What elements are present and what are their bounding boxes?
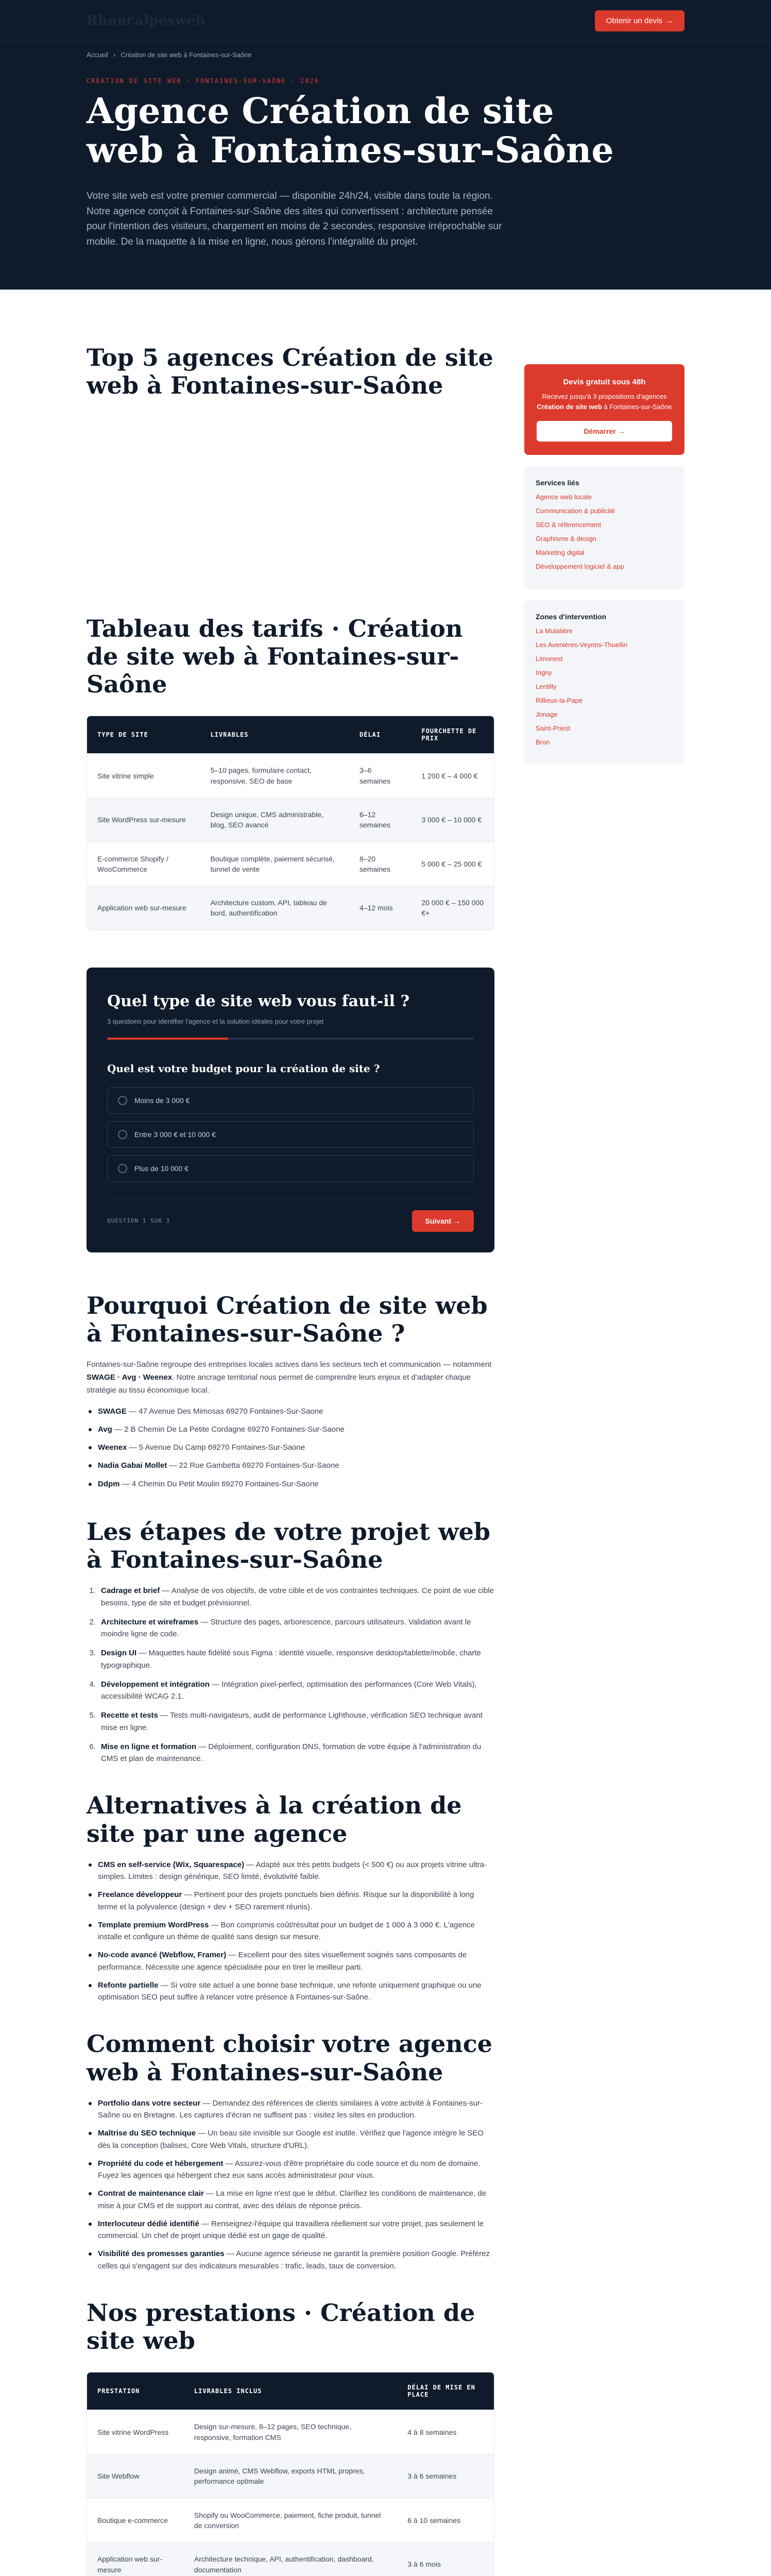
list-item-name: CMS en self-service (Wix, Squarespace) — [98, 1860, 245, 1869]
breadcrumb-separator: › — [113, 51, 116, 59]
get-quote-label: Obtenir un devis — [606, 16, 662, 25]
quiz-progress — [107, 1038, 474, 1040]
table-cell: Architecture custom, API, tableau de bord, authentification — [200, 886, 349, 930]
list-item — [98, 1616, 494, 1640]
list-item-name: Freelance développeur — [98, 1890, 182, 1900]
main-content — [0, 344, 771, 2576]
table-cell: Design unique, CMS administrable, blog, SEO avancé — [200, 798, 349, 842]
list-item — [87, 1478, 494, 1490]
table-header: LIVRABLES INCLUS — [184, 2372, 397, 2410]
list-item-text: — Intégration pixel-perfect, optimisation des performances (Core Web Vitals), accessibilité WCAG 2.1. — [101, 1680, 477, 1701]
list-item-name: Propriété du code et hébergement — [98, 2159, 224, 2168]
related-service-link[interactable]: SEO & référencement — [536, 521, 602, 529]
zone-link[interactable]: Rillieux-la-Pape — [536, 697, 583, 705]
table-cell: 1 200 € – 4 000 € — [411, 754, 494, 798]
list-item — [87, 1423, 494, 1435]
why-intro: Fontaines-sur-Saône regroupe des entreprises locales actives dans les secteurs tech et communication — notamment SWAGE · Avg · Weenex. Notre ancrage territorial nous permet de comprendre leurs enjeux et d'adapter chaque stratégie au tissu économique local. — [87, 1360, 492, 1395]
table-row — [87, 842, 494, 886]
list-item-text: — 2 B Chemin De La Petite Cordagne 69270 Fontaines-Sur-Saone — [114, 1425, 345, 1434]
table-cell: Design sur-mesure, 8–12 pages, SEO technique, responsive, formation CMS — [184, 2410, 397, 2454]
list-item-name: Interlocuteur dédié identifié — [98, 2219, 199, 2228]
related-service-link[interactable]: Graphisme & design — [536, 535, 596, 543]
list-item-text: — Déploiement, configuration DNS, formation de votre équipe à l'administration du CMS et plan de maintenance. — [101, 1742, 482, 1764]
list-item — [87, 2127, 494, 2151]
list-item-text: — Analyse de vos objectifs, de votre cible et de vos contraintes techniques. Ce point de vue cible besoins, type de site et budget prévisionnel. — [101, 1586, 494, 1607]
table-cell: Boutique e-commerce — [87, 2498, 184, 2543]
table-header: TYPE DE SITE — [87, 716, 200, 754]
related-service-link[interactable]: Communication & publicité — [536, 507, 615, 515]
table-cell: Application web sur-mesure — [87, 2543, 184, 2576]
table-row — [87, 886, 494, 930]
quiz-next-button[interactable]: Suivant → — [412, 1210, 474, 1232]
table-cell: Site Webflow — [87, 2454, 184, 2499]
quiz-subtitle: 3 questions pour identifier l'agence et la solution idéales pour votre projet — [107, 1017, 324, 1025]
list-item-text: — La mise en ligne n'est que le début. Clarifiez les conditions de maintenance, de mise à jour CMS et de support au contrat, avec des délais de réponse précis. — [98, 2189, 487, 2210]
list-item-name: Visibilité des promesses garanties — [98, 2249, 225, 2259]
list-item — [98, 1741, 494, 1765]
quiz-option[interactable] — [107, 1121, 474, 1148]
site-type-quiz — [87, 968, 494, 1252]
list-item — [98, 1647, 494, 1671]
get-quote-button[interactable] — [595, 10, 684, 31]
list-item-name: Recette et tests — [101, 1711, 158, 1720]
choose-title: Comment choisir votre agence web à Fontaines-sur-Saône — [87, 2030, 492, 2086]
hero-eyebrow: CRÉATION DE SITE WEB · FONTAINES-SUR-SAÔNE · 2026 — [87, 77, 320, 84]
list-item-text: — Demandez des références de clients similaires à votre activité à Fontaines-sur-Saône ou en Bretagne. Les captures d'écran ne suffisent pas : visitez les sites en production. — [98, 2098, 483, 2120]
list-item-name: Template premium WordPress — [98, 1920, 209, 1929]
site-logo[interactable]: Rhoncalpesweb — [87, 13, 205, 28]
table-cell: Boutique complète, paiement sécurisé, tunnel de vente — [200, 842, 349, 886]
top5-title: Top 5 agences Création de site web à Fontaines-sur-Saône — [87, 344, 493, 400]
zone-link[interactable]: Les Avenières-Veyrins-Thuellin — [536, 641, 628, 649]
list-item-text: — Aucune agence sérieuse ne garantit la première position Google. Préférez celles qui s'engagent sur des indicateurs mesurables : trafic, leads, taux de conversion. — [98, 2249, 490, 2270]
zone-link[interactable]: Lentilly — [536, 683, 557, 691]
list-item-name: Design UI — [101, 1649, 137, 1658]
list-item-name: Maîtrise du SEO technique — [98, 2129, 196, 2138]
quote-card — [524, 364, 684, 455]
list-item-text: — 47 Avenue Des Mimosas 69270 Fontaines-Sur-Saone — [129, 1406, 323, 1416]
table-cell: 4–12 mois — [349, 886, 411, 930]
zone-link[interactable]: Saint-Priest — [536, 724, 571, 733]
zone-link[interactable]: Irigny — [536, 669, 552, 677]
related-services — [524, 466, 684, 589]
table-cell: 3–6 semaines — [349, 754, 411, 798]
table-cell: 20 000 € – 150 000 €+ — [411, 886, 494, 930]
list-item — [87, 1889, 494, 1913]
list-item-name: Mise en ligne et formation — [101, 1742, 197, 1751]
list-item — [87, 1460, 494, 1471]
table-header: FOURCHETTE DE PRIX — [411, 716, 494, 754]
list-item-text: — 4 Chemin Du Petit Moulin 69270 Fontaines-Sur-Saone — [122, 1479, 319, 1488]
list-item-text: — Adapté aux très petits budgets (< 500 €) ou aux projets vitrine ultra-simples. Limites : design générique, SEO limité, évolutivité faible. — [98, 1860, 487, 1882]
table-cell: E-commerce Shopify / WooCommerce — [87, 842, 200, 886]
list-item-text: — Maquettes haute fidélité sous Figma : identité visuelle, responsive desktop/tablette/mobile, charte typographique. — [101, 1649, 481, 1670]
table-row — [87, 2543, 494, 2576]
hero-intro: Votre site web est votre premier commercial — disponible 24h/24, visible dans toute la région. Notre agence conçoit à Fontaines-sur-Saône des sites qui convertissent : architecture pensée pour l'intention des visiteurs, chargement en moins de 2 secondes, responsive irréprochable sur mobile. De la maquette à la mise en ligne, nous gérons l'intégralité du projet. — [87, 191, 502, 247]
steps-list — [98, 1585, 494, 1765]
table-row — [87, 798, 494, 842]
zones-title: Zones d'intervention — [536, 613, 607, 621]
breadcrumb-home[interactable]: Accueil — [87, 51, 108, 59]
list-item — [98, 1585, 494, 1609]
pricing-table — [87, 716, 494, 930]
alternatives-list — [87, 1859, 494, 2004]
radio-icon — [118, 1164, 127, 1173]
breadcrumb — [0, 41, 771, 68]
list-item — [87, 2188, 494, 2212]
zone-link[interactable]: Jonage — [536, 710, 558, 719]
table-cell: 6–12 semaines — [349, 798, 411, 842]
list-item-name: SWAGE — [98, 1406, 127, 1416]
zone-link[interactable]: La Mulatière — [536, 627, 573, 635]
arrow-right-icon: → — [665, 16, 673, 25]
table-cell: Application web sur-mesure — [87, 886, 200, 930]
list-item — [87, 2248, 494, 2272]
table-cell: 4 à 8 semaines — [397, 2410, 494, 2454]
site-header — [0, 0, 771, 41]
table-row — [87, 2410, 494, 2454]
quote-start-button[interactable]: Démarrer → — [537, 421, 672, 442]
radio-icon — [118, 1096, 127, 1105]
table-cell: Site WordPress sur-mesure — [87, 798, 200, 842]
list-item-text: — Si votre site actuel a une bonne base technique, une refonte uniquement graphique ou une optimisation SEO peut suffire à relancer votre présence à Fontaines-sur-Saône. — [98, 1980, 482, 2002]
table-row — [87, 754, 494, 798]
list-item-name: Refonte partielle — [98, 1980, 159, 1990]
related-service-link[interactable]: Développement logiciel & app — [536, 563, 624, 571]
table-cell: 8–20 semaines — [349, 842, 411, 886]
table-cell: Site vitrine simple — [87, 754, 200, 798]
list-item-name: Portfolio dans votre secteur — [98, 2098, 201, 2108]
list-item-text: — Pertinent pour des projets ponctuels bien définis. Risque sur la disponibilité à long terme et la polyvalence (design + dev + SEO rarement réunis). — [98, 1890, 474, 1911]
list-item — [87, 1949, 494, 1973]
table-header: LIVRABLES — [200, 716, 349, 754]
quiz-option-label: Plus de 10 000 € — [134, 1164, 189, 1173]
page-title: Agence Création de site web à Fontaines-sur-Saône — [87, 91, 614, 172]
radio-icon — [118, 1130, 127, 1139]
list-item-name: Weenex — [98, 1443, 127, 1452]
list-item — [98, 1679, 494, 1703]
zone-link[interactable]: Limonest — [536, 655, 563, 663]
list-item — [87, 1859, 494, 1883]
quiz-option-label: Moins de 3 000 € — [134, 1096, 190, 1105]
list-item — [87, 2218, 494, 2242]
quiz-progress-fill — [107, 1038, 228, 1040]
list-item — [87, 1442, 494, 1453]
steps-title: Les étapes de votre projet web à Fontaines-sur-Saône — [87, 1517, 491, 1574]
table-cell: 3 à 6 mois — [397, 2543, 494, 2576]
services-table — [87, 2372, 494, 2576]
list-item-name: Cadrage et brief — [101, 1586, 160, 1596]
hero — [0, 68, 771, 290]
list-item-text: — Renseignez-l'équipe qui travaillera réellement sur votre projet, pas seulement le commercial. Un chef de projet unique dédié est un gage de qualité. — [98, 2219, 484, 2241]
services-title: Nos prestations · Création de site web — [87, 2298, 475, 2355]
list-item-name: Avg — [98, 1425, 112, 1434]
top5-spacer — [87, 411, 494, 615]
table-header: DÉLAI — [349, 716, 411, 754]
quiz-step: QUESTION 1 SUR 3 — [107, 1217, 170, 1225]
list-item-text: — Structure des pages, arborescence, parcours utilisateurs. Validation avant le moindre ligne de code. — [101, 1617, 471, 1639]
related-services-title: Services liés — [536, 479, 579, 487]
table-row — [87, 2454, 494, 2499]
related-service-link[interactable]: Marketing digital — [536, 549, 585, 557]
main-column — [87, 344, 494, 2576]
zone-link[interactable]: Bron — [536, 738, 550, 747]
why-title: Pourquoi Création de site web à Fontaines-sur-Saône ? — [87, 1291, 488, 1348]
list-item-text: — Assurez-vous d'être propriétaire du code source et du nom de domaine. Fuyez les agences qui hébergent chez eux sans accès administrateur pour vous. — [98, 2159, 481, 2180]
table-cell: 5–10 pages, formulaire contact, responsive, SEO de base — [200, 754, 349, 798]
list-item — [87, 1979, 494, 2004]
quiz-title: Quel type de site web vous faut-il ? — [107, 992, 410, 1010]
table-row — [87, 2498, 494, 2543]
quiz-question: Quel est votre budget pour la création de site ? — [107, 1062, 380, 1075]
list-item — [87, 1405, 494, 1417]
pricing-title: Tableau des tarifs · Création de site web à Fontaines-sur-Saône — [87, 614, 463, 699]
table-cell: Site vitrine WordPress — [87, 2410, 184, 2454]
table-cell: Shopify ou WooCommerce, paiement, fiche produit, tunnel de conversion — [184, 2498, 397, 2543]
why-list — [87, 1405, 494, 1490]
table-cell: 6 à 10 semaines — [397, 2498, 494, 2543]
table-cell: 3 000 € – 10 000 € — [411, 798, 494, 842]
list-item-text: — Excellent pour des sites visuellement soignés sans composants de performance. Nécessite une agence spécialisée pour en tirer le meilleur parti. — [98, 1951, 467, 1972]
list-item — [87, 2097, 494, 2122]
list-item-name: Nadia Gabai Mollet — [98, 1461, 167, 1470]
list-item-name: Contrat de maintenance clair — [98, 2189, 204, 2198]
quiz-option[interactable] — [107, 1087, 474, 1114]
list-item-name: No-code avancé (Webflow, Framer) — [98, 1951, 227, 1960]
quiz-option[interactable] — [107, 1155, 474, 1182]
table-cell: 3 à 6 semaines — [397, 2454, 494, 2499]
list-item — [98, 1709, 494, 1734]
list-item — [87, 2158, 494, 2182]
list-item-name: Ddpm — [98, 1479, 120, 1488]
breadcrumb-current: Création de site web à Fontaines-sur-Saône — [121, 51, 252, 59]
list-item-text: — 5 Avenue Du Camp 69270 Fontaines-Sur-Saone — [129, 1443, 305, 1452]
quote-title: Devis gratuit sous 48h — [563, 378, 646, 387]
list-item-text: — Bon compromis coût/résultat pour un budget de 1 000 à 3 000 €. L'agence installe et configure un thème de qualité sans design sur mesure. — [98, 1920, 475, 1942]
table-header: DÉLAI DE MISE EN PLACE — [397, 2372, 494, 2410]
list-item-name: Développement et intégration — [101, 1680, 210, 1689]
intervention-zones — [524, 600, 684, 765]
list-item — [87, 1919, 494, 1943]
table-header: PRESTATION — [87, 2372, 184, 2410]
list-item-text: — Un beau site invisible sur Google est inutile. Vérifiez que l'agence intègre le SEO dès la conception (balises, Core Web Vitals, structure d'URL). — [98, 2129, 484, 2150]
list-item-text: — Tests multi-navigateurs, audit de performance Lighthouse, vérification SEO technique avant mise en ligne. — [101, 1711, 483, 1732]
quiz-option-label: Entre 3 000 € et 10 000 € — [134, 1130, 216, 1139]
choose-list — [87, 2097, 494, 2272]
quote-text: Recevez jusqu'à 3 propositions d'agences Création de site web à Fontaines-sur-Saône — [537, 393, 672, 411]
related-service-link[interactable]: Agence web locale — [536, 493, 592, 501]
table-cell: Design animé, CMS Webflow, exports HTML propres, performance optimale — [184, 2454, 397, 2499]
sidebar — [524, 344, 684, 2576]
list-item-name: Architecture et wireframes — [101, 1617, 199, 1626]
alternatives-title: Alternatives à la création de site par une agence — [87, 1791, 462, 1848]
table-cell: Architecture technique, API, authentification, dashboard, documentation — [184, 2543, 397, 2576]
table-cell: 5 000 € – 25 000 € — [411, 842, 494, 886]
list-item-text: — 22 Rue Gambetta 69270 Fontaines-Sur-Saone — [169, 1461, 339, 1470]
